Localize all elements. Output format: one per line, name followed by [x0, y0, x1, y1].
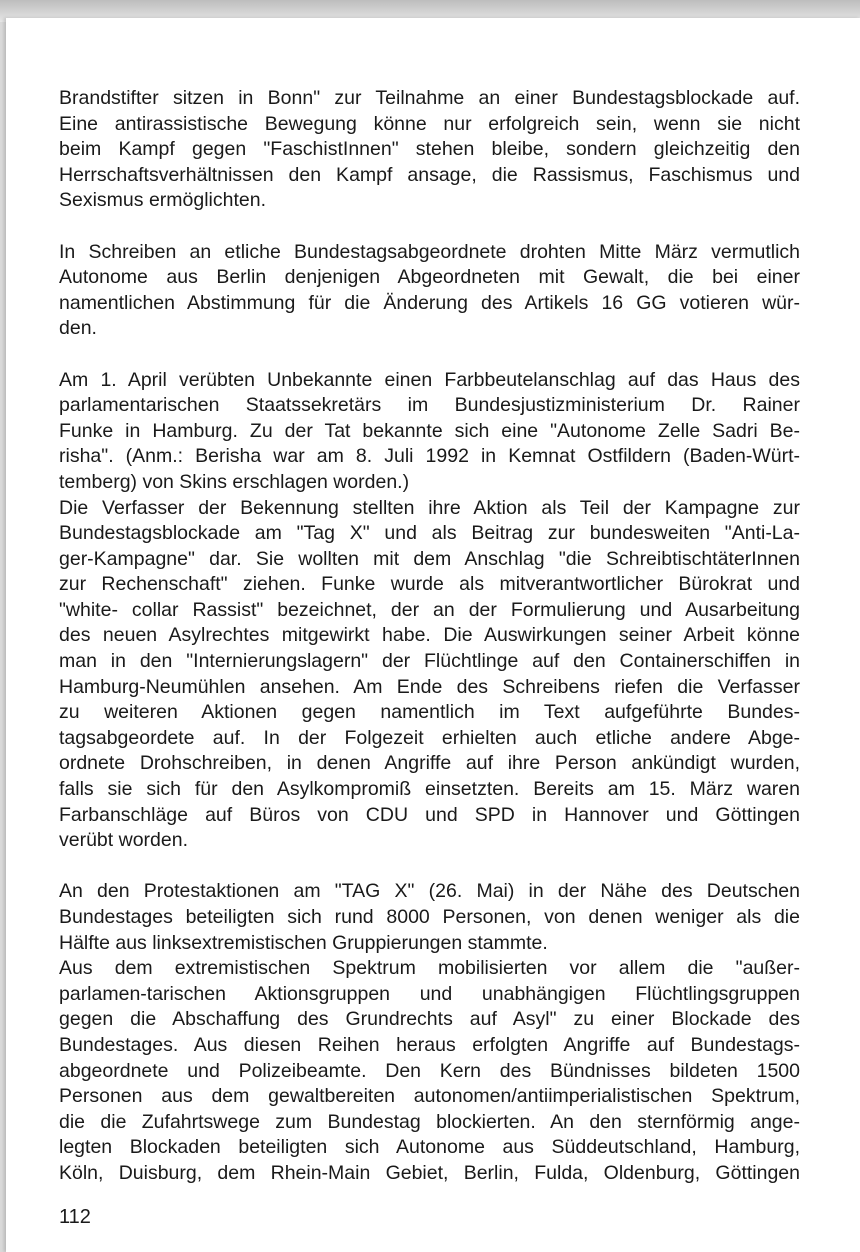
text-line: ordnete Drohschreiben, in denen Angriffe auf ihre Person ankündigt wurden, [59, 752, 800, 775]
page-number: 112 [59, 1206, 91, 1228]
text-line: man in den "Internierungslagern" der Flüchtlinge auf den Containerschiffen in [59, 650, 800, 673]
text-line: Autonome aus Berlin denjenigen Abgeordneten mit Gewalt, die bei einer [59, 266, 800, 289]
text-line: ger-Kampagne" dar. Sie wollten mit dem Anschlag "die SchreibtischtäterInnen [59, 547, 800, 570]
paragraph-gap [59, 214, 800, 240]
text-line: Herrschaftsverhältnissen den Kampf ansage, die Rassismus, Faschismus und [59, 163, 800, 186]
text-line: Die Verfasser der Bekennung stellten ihre Aktion als Teil der Kampagne zur [59, 496, 800, 519]
text-line: risha". (Anm.: Berisha war am 8. Juli 1992 in Kemnat Ostfildern (Baden-Würt- [59, 445, 800, 468]
text-line: falls sie sich für den Asylkompromiß einsetzten. Bereits am 15. März waren [59, 778, 800, 801]
text-line: namentlichen Abstimmung für die Änderung des Artikels 16 GG votieren wür- [59, 291, 800, 314]
text-line: temberg) von Skins erschlagen worden.) [59, 470, 410, 493]
text-line: zur Rechenschaft" ziehen. Funke wurde als mitverantwortlicher Bürokrat und [59, 573, 800, 596]
text-line: An den Protestaktionen am "TAG X" (26. Mai) in der Nähe des Deutschen [59, 880, 800, 903]
text-line: Am 1. April verübten Unbekannte einen Farbbeutelanschlag auf das Haus des [59, 368, 800, 391]
paragraph-3 [59, 368, 800, 496]
text-line: Bundestages beteiligten sich rund 8000 Personen, von denen weniger als die [59, 906, 800, 928]
text-line: Eine antirassistische Bewegung könne nur erfolgreich sein, wenn sie nicht [59, 112, 800, 135]
paragraph-gap [59, 342, 800, 368]
text-line: "white- collar Rassist" bezeichnet, der an der Formulierung und Ausarbeitung [59, 598, 800, 621]
document-page [6, 18, 860, 1252]
text-line: In Schreiben an etliche Bundestagsabgeordnete drohten Mitte März vermutlich [59, 240, 800, 263]
text-line: verübt worden. [59, 829, 188, 852]
text-line: legten Blockaden beteiligten sich Autonome aus Süddeutschland, Hamburg, [59, 1136, 800, 1159]
text-line: Hälfte aus linksextremistischen Gruppierungen stammte. [59, 931, 548, 954]
text-line: Bundestagsblockade am "Tag X" und als Beitrag zur bundesweiten "Anti-La- [59, 522, 800, 545]
text-line: die die Zufahrtswege zum Bundestag blockierten. An den sternförmig ange- [59, 1110, 800, 1133]
paragraph-5 [59, 879, 800, 956]
text-line: tagsabgeordete auf. In der Folgezeit erhielten auch etliche andere Abge- [59, 726, 800, 749]
paragraph-2 [59, 240, 800, 342]
paragraph-4 [59, 496, 800, 854]
text-line: Farbanschläge auf Büros von CDU und SPD in Hannover und Göttingen [59, 803, 800, 826]
text-line: Köln, Duisburg, dem Rhein-Main Gebiet, Berlin, Fulda, Oldenburg, Göttingen [59, 1161, 800, 1184]
text-line: Bundestages. Aus diesen Reihen heraus erfolgten Angriffe auf Bundestags- [59, 1033, 800, 1056]
text-line: Hamburg-Neumühlen ansehen. Am Ende des Schreibens riefen die Verfasser [59, 675, 800, 698]
text-line: Personen aus dem gewaltbereiten autonomen/antiimperialistischen Spektrum, [59, 1085, 800, 1108]
text-line: beim Kampf gegen "FaschistInnen" stehen bleibe, sondern gleichzeitig den [59, 138, 800, 161]
paragraph-1 [59, 86, 800, 214]
text-line: parlamen-tarischen Aktionsgruppen und unabhängigen Flüchtlingsgruppen [59, 982, 800, 1005]
text-line: Aus dem extremistischen Spektrum mobilisierten vor allem die "außer- [59, 957, 800, 980]
text-line: den. [59, 317, 97, 340]
paragraph-6 [59, 956, 800, 1186]
text-line: zu weiteren Aktionen gegen namentlich im Text aufgeführte Bundes- [59, 701, 800, 724]
text-line: Brandstifter sitzen in Bonn" zur Teilnahme an einer Bundestagsblockade auf. [59, 87, 800, 109]
text-line: gegen die Abschaffung des Grundrechts auf Asyl" zu einer Blockade des [59, 1008, 800, 1031]
paragraph-gap [59, 854, 800, 880]
text-line: abgeordnete und Polizeibeamte. Den Kern des Bündnisses bildeten 1500 [59, 1059, 800, 1082]
text-line: Funke in Hamburg. Zu der Tat bekannte sich eine "Autonome Zelle Sadri Be- [59, 419, 800, 442]
text-line: Sexismus ermöglichten. [59, 189, 266, 212]
text-line: des neuen Asylrechtes mitgewirkt habe. Die Auswirkungen seiner Arbeit könne [59, 624, 800, 647]
body-text [59, 86, 800, 1187]
text-line: parlamentarischen Staatssekretärs im Bundesjustizministerium Dr. Rainer [59, 394, 800, 417]
